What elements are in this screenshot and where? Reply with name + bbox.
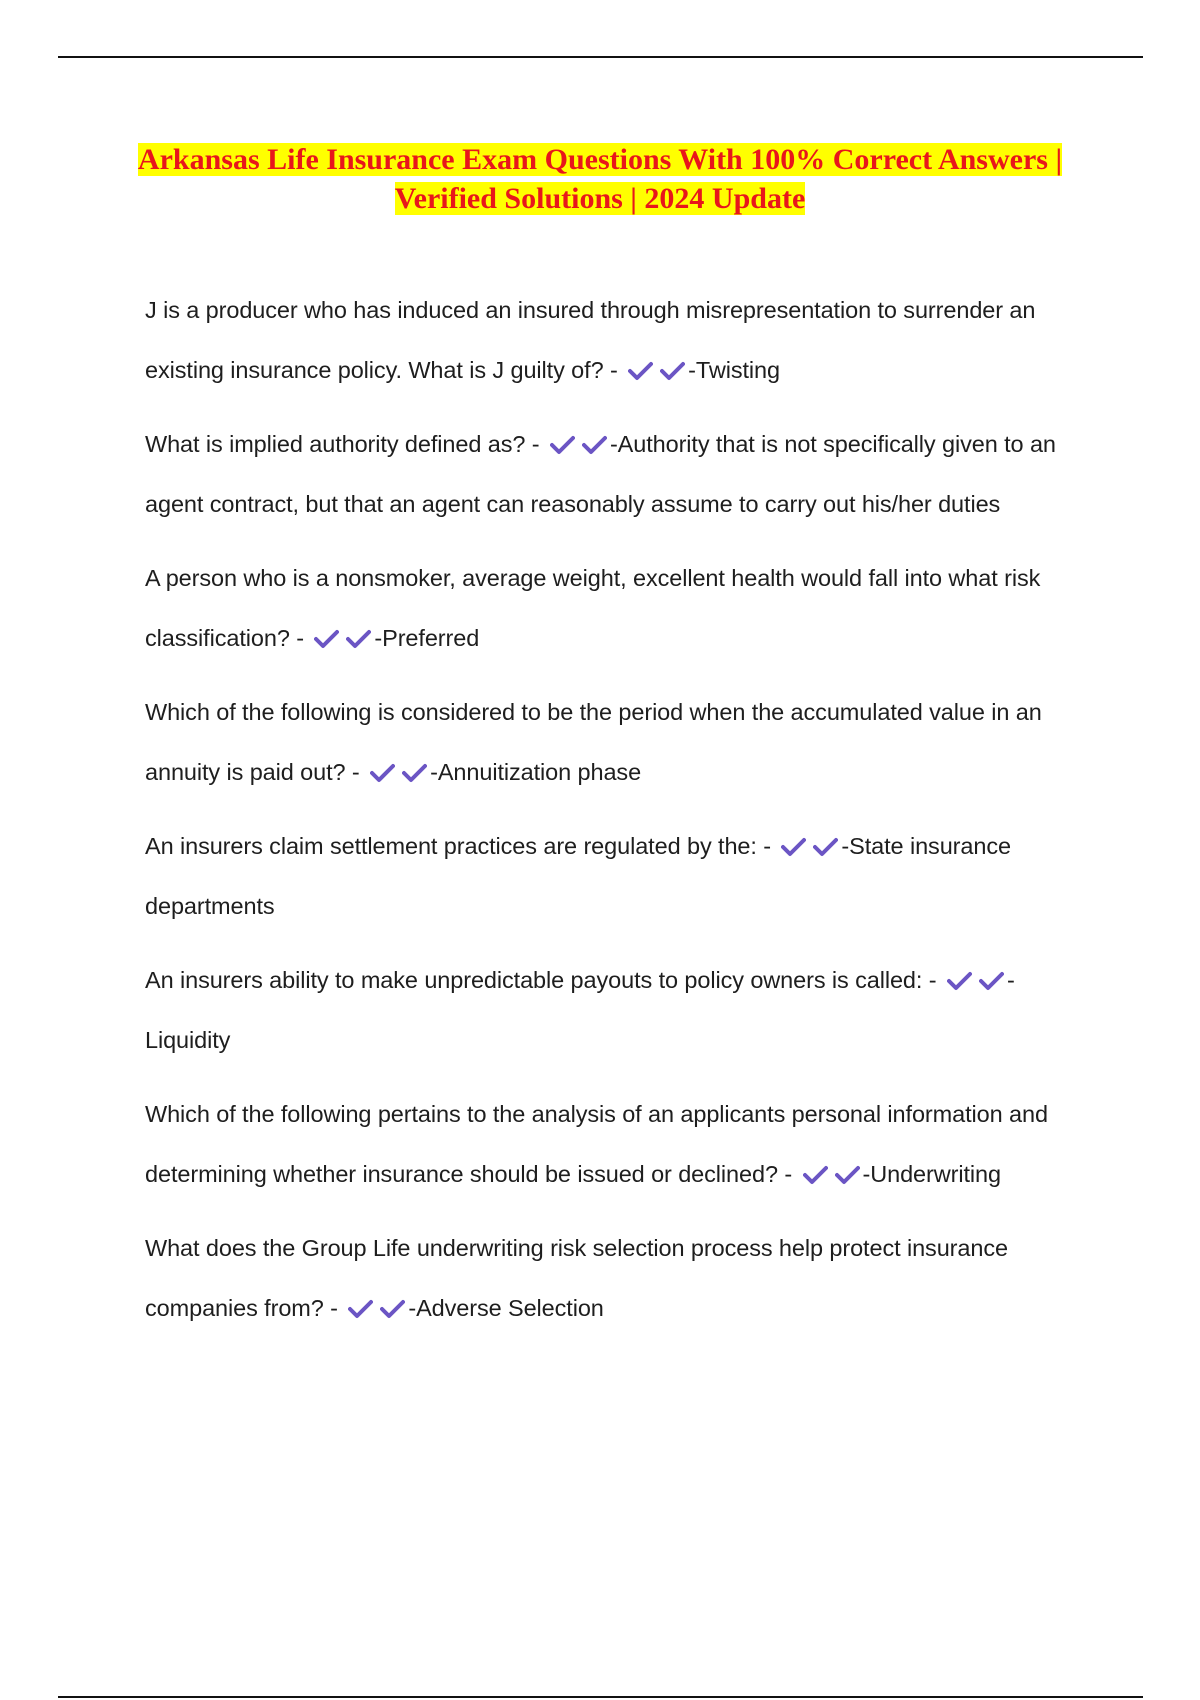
qa-item — [145, 1218, 1090, 1338]
answer-text: -Liquidity — [145, 967, 1015, 1053]
question-text: What does the Group Life underwriting risk selection process help protect insurance companies from? - — [145, 1235, 1008, 1321]
answer-text: -Preferred — [374, 625, 480, 651]
check-mark-icon — [979, 971, 1004, 991]
check-mark-icon — [813, 837, 838, 857]
answer-text: -Adverse Selection — [408, 1295, 604, 1321]
question-text: Which of the following pertains to the analysis of an applicants personal information and determining whether insurance should be issued or declined? - — [145, 1101, 1048, 1187]
question-text: An insurers claim settlement practices are regulated by the: - — [145, 833, 771, 859]
qa-list — [145, 280, 1090, 1352]
qa-item — [145, 950, 1090, 1070]
question-text: A person who is a nonsmoker, average weight, excellent health would fall into what risk classification? - — [145, 565, 1041, 651]
question-text: J is a producer who has induced an insured through misrepresentation to surrender an existing insurance policy. What is J guilty of? - — [145, 297, 1036, 383]
check-mark-icon — [370, 763, 395, 783]
answer-text: -Authority that is not specifically given to an agent contract, but that an agent can reasonably assume to carry out his/her duties — [145, 431, 1056, 517]
check-mark-icon — [660, 361, 685, 381]
top-divider — [58, 56, 1143, 58]
check-mark-icon — [947, 971, 972, 991]
answer-text: -Twisting — [688, 357, 780, 383]
answer-text: -Annuitization phase — [430, 759, 642, 785]
check-mark-icon — [314, 629, 339, 649]
check-mark-icon — [346, 629, 371, 649]
qa-item — [145, 414, 1090, 534]
check-mark-icon — [550, 435, 575, 455]
qa-item — [145, 816, 1090, 936]
check-mark-icon — [781, 837, 806, 857]
answer-text: -Underwriting — [862, 1161, 1001, 1187]
check-mark-icon — [402, 763, 427, 783]
check-mark-icon — [803, 1165, 828, 1185]
question-text: Which of the following is considered to be the period when the accumulated value in an annuity is paid out? - — [145, 699, 1042, 785]
answer-text: -State insurance departments — [145, 833, 1011, 919]
check-mark-icon — [628, 361, 653, 381]
document-title — [100, 140, 1100, 218]
check-mark-icon — [835, 1165, 860, 1185]
bottom-divider — [58, 1696, 1143, 1698]
question-text: An insurers ability to make unpredictable payouts to policy owners is called: - — [145, 967, 937, 993]
title-highlight: Arkansas Life Insurance Exam Questions With 100% Correct Answers | Verified Solutions | 2024 Update — [137, 143, 1063, 215]
qa-item — [145, 548, 1090, 668]
qa-item — [145, 1084, 1090, 1204]
check-mark-icon — [380, 1299, 405, 1319]
check-mark-icon — [348, 1299, 373, 1319]
check-mark-icon — [582, 435, 607, 455]
qa-item — [145, 682, 1090, 802]
qa-item — [145, 280, 1090, 400]
question-text: What is implied authority defined as? - — [145, 431, 540, 457]
